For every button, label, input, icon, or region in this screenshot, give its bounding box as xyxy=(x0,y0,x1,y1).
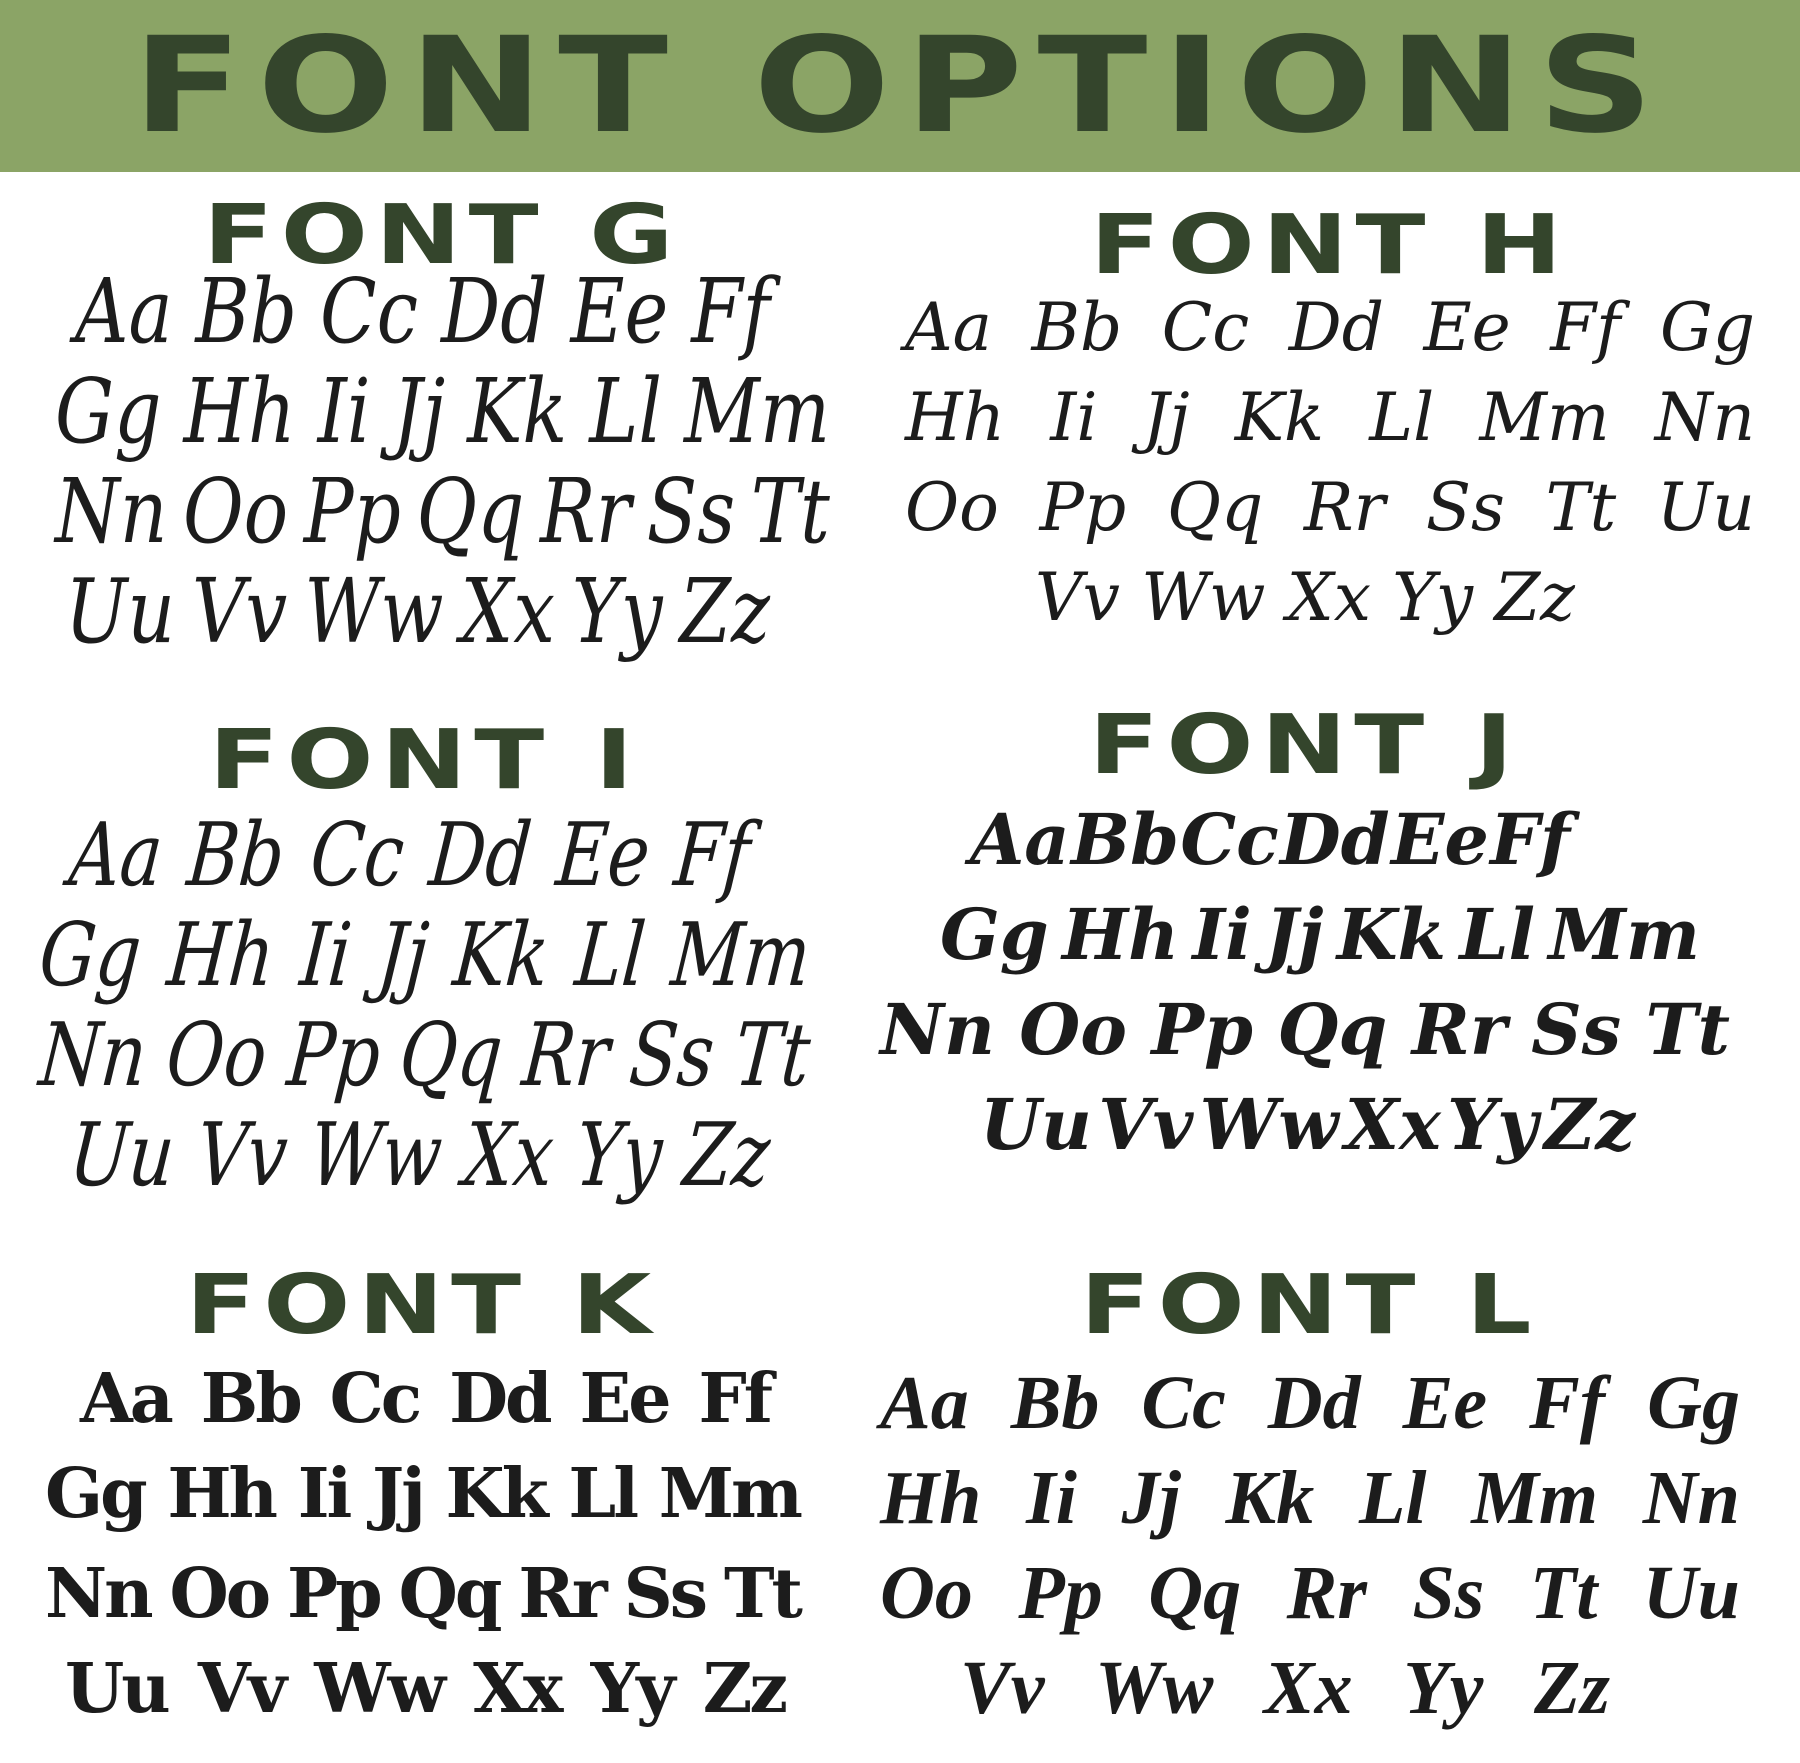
letter-pair-k: Kk xyxy=(467,360,568,464)
letter-pair-x: Xx xyxy=(473,1649,561,1729)
letter-pair-j: Jj xyxy=(1142,379,1190,456)
font-section-l xyxy=(880,1255,1740,1745)
font-section-j xyxy=(880,695,1730,1205)
letter-pair-n: Nn xyxy=(55,460,168,564)
glyph-row xyxy=(45,1454,800,1534)
glyph-row xyxy=(905,379,1755,456)
letter-pair-d: Dd xyxy=(449,1359,550,1439)
letter-pair-k: Kk xyxy=(450,903,554,1007)
letter-pair-m: Mm xyxy=(1471,1456,1598,1540)
letter-pair-p: Pp xyxy=(287,1554,380,1634)
letter-pair-y: Yy xyxy=(1447,1083,1538,1166)
glyph-row xyxy=(880,893,1730,976)
glyph-row xyxy=(45,1554,800,1634)
letter-pair-q: Qq xyxy=(398,1554,500,1634)
letter-pair-w: Ww xyxy=(1199,1083,1339,1166)
letter-pair-b: Bb xyxy=(200,1359,300,1439)
letter-pair-v: Vv xyxy=(197,1649,285,1729)
letter-pair-s: Ss xyxy=(646,460,736,564)
letter-pair-e: Ee xyxy=(1423,289,1511,366)
letter-pair-r: Rr xyxy=(1411,988,1507,1071)
font-section-k xyxy=(45,1255,800,1745)
letter-pair-l: Ll xyxy=(1459,893,1536,976)
letter-pair-g: Gg xyxy=(45,1454,145,1534)
letter-pair-l: Ll xyxy=(571,903,650,1007)
letter-pair-x: Xx xyxy=(1344,1083,1441,1166)
glyph-row xyxy=(35,903,815,1007)
letter-pair-h: Hh xyxy=(183,360,296,464)
letter-pair-u: Uu xyxy=(65,1103,179,1207)
letter-pair-c: Cc xyxy=(320,260,419,364)
letter-pair-e: Ee xyxy=(552,803,654,907)
section-title: FONT G xyxy=(203,188,682,283)
letter-pair-o: Oo xyxy=(880,1551,973,1635)
glyph-row xyxy=(880,1456,1740,1540)
letter-pair-w: Ww xyxy=(1095,1646,1214,1730)
letter-pair-i: Ii xyxy=(1050,379,1098,456)
letter-pair-w: Ww xyxy=(314,1649,444,1729)
glyph-row xyxy=(55,560,830,664)
letter-pair-y: Yy xyxy=(590,1649,673,1729)
letter-pair-d: Dd xyxy=(440,260,548,364)
letter-pair-t: Tt xyxy=(730,1003,815,1107)
letter-pair-n: Nn xyxy=(35,1003,151,1107)
letter-pair-m: Mm xyxy=(1548,893,1700,976)
letter-pair-j: Jj xyxy=(373,903,432,1007)
letter-pair-a: Aa xyxy=(65,803,167,907)
letter-pair-g: Gg xyxy=(1659,289,1755,366)
glyph-row xyxy=(905,559,1755,636)
letter-pair-f: Ff xyxy=(1529,1361,1606,1445)
letter-pair-u: Uu xyxy=(65,560,176,664)
letter-pair-f: Ff xyxy=(1490,798,1570,881)
letter-pair-r: Rr xyxy=(1286,1551,1367,1635)
letter-pair-v: Vv xyxy=(1098,1083,1194,1166)
letter-pair-m: Mm xyxy=(1479,379,1610,456)
letter-pair-w: Ww xyxy=(305,1103,446,1207)
letter-pair-e: Ee xyxy=(579,1359,669,1439)
banner-title: FONT OPTIONS xyxy=(132,9,1668,163)
letter-pair-u: Uu xyxy=(980,1083,1092,1166)
letter-pair-g: Gg xyxy=(55,360,162,464)
letter-pair-b: Bb xyxy=(195,260,298,364)
letter-pair-b: Bb xyxy=(1031,289,1123,366)
letter-pair-c: Cc xyxy=(1141,1361,1226,1445)
letter-pair-r: Rr xyxy=(1303,469,1386,546)
letter-pair-c: Cc xyxy=(306,803,408,907)
glyph-row xyxy=(40,1103,810,1207)
letter-pair-h: Hh xyxy=(163,903,279,1007)
letter-pair-f: Ff xyxy=(698,1359,770,1439)
glyph-row xyxy=(45,1649,800,1729)
letter-pair-k: Kk xyxy=(1234,379,1325,456)
letter-pair-z: Zz xyxy=(1494,559,1575,636)
letter-pair-u: Uu xyxy=(65,1649,168,1729)
letter-pair-l: Ll xyxy=(589,360,663,464)
letter-pair-s: Ss xyxy=(1412,1551,1485,1635)
letter-pair-r: Rr xyxy=(518,1554,605,1634)
letter-pair-y: Yy xyxy=(1403,1646,1484,1730)
letter-pair-z: Zz xyxy=(680,1103,775,1207)
section-title: FONT J xyxy=(1089,698,1521,793)
letter-pair-v: Vv xyxy=(192,1103,292,1207)
letter-pair-a: Aa xyxy=(75,260,173,364)
section-title: FONT L xyxy=(1080,1258,1540,1353)
letter-pair-p: Pp xyxy=(1018,1551,1103,1635)
letter-pair-b: Bb xyxy=(1070,798,1180,881)
glyph-row xyxy=(880,1083,1730,1166)
banner xyxy=(0,0,1800,172)
letter-pair-x: Xx xyxy=(1263,1646,1353,1730)
font-section-g xyxy=(55,185,830,685)
letter-pair-w: Ww xyxy=(1141,559,1266,636)
letter-pair-q: Qq xyxy=(396,1003,507,1107)
letter-pair-i: Ii xyxy=(1192,893,1252,976)
glyph-row xyxy=(55,260,830,364)
glyph-row xyxy=(880,798,1730,881)
letter-pair-h: Hh xyxy=(167,1454,275,1534)
letter-pair-l: Ll xyxy=(1369,379,1435,456)
letter-pair-n: Nn xyxy=(880,988,995,1071)
letter-pair-s: Ss xyxy=(1425,469,1505,546)
letter-pair-e: Ee xyxy=(1402,1361,1488,1445)
letter-pair-z: Zz xyxy=(702,1649,785,1729)
letter-pair-z: Zz xyxy=(679,560,770,664)
letter-pair-y: Yy xyxy=(1392,559,1474,636)
letter-pair-z: Zz xyxy=(1544,1083,1635,1166)
letter-pair-m: Mm xyxy=(684,360,830,464)
letter-pair-x: Xx xyxy=(1286,559,1371,636)
letter-pair-o: Oo xyxy=(905,469,999,546)
letter-pair-k: Kk xyxy=(445,1454,546,1534)
glyph-row xyxy=(40,803,810,907)
letter-pair-s: Ss xyxy=(626,1003,719,1107)
letter-pair-f: Ff xyxy=(691,260,770,364)
letter-pair-g: Gg xyxy=(1647,1361,1740,1445)
letter-pair-i: Ii xyxy=(1026,1456,1077,1540)
letter-pair-p: Pp xyxy=(1151,988,1253,1071)
glyph-row xyxy=(880,1551,1740,1635)
letter-pair-h: Hh xyxy=(1062,893,1180,976)
letter-pair-w: Ww xyxy=(304,560,444,664)
letter-pair-b: Bb xyxy=(1010,1361,1100,1445)
glyph-row xyxy=(35,1003,815,1107)
letter-pair-n: Nn xyxy=(1654,379,1755,456)
letter-pair-d: Dd xyxy=(425,803,535,907)
section-title: FONT I xyxy=(209,713,641,808)
letter-pair-u: Uu xyxy=(1656,469,1755,546)
letter-pair-x: Xx xyxy=(460,560,555,664)
section-title: FONT K xyxy=(186,1258,659,1353)
letter-pair-v: Vv xyxy=(191,560,288,664)
letter-pair-x: Xx xyxy=(459,1103,558,1207)
font-section-i xyxy=(35,710,815,1230)
letter-pair-i: Ii xyxy=(297,1454,350,1534)
glyph-row xyxy=(55,460,830,564)
letter-pair-j: Jj xyxy=(392,360,446,464)
letter-pair-a: Aa xyxy=(905,289,993,366)
letter-pair-b: Bb xyxy=(184,803,289,907)
letter-pair-i: Ii xyxy=(296,903,356,1007)
letter-pair-o: Oo xyxy=(162,1003,272,1107)
letter-pair-t: Tt xyxy=(750,460,830,564)
letter-pair-a: Aa xyxy=(970,798,1070,881)
letter-pair-u: Uu xyxy=(1642,1551,1740,1635)
letter-pair-z: Zz xyxy=(1533,1646,1610,1730)
letter-pair-t: Tt xyxy=(1529,1551,1598,1635)
letter-pair-s: Ss xyxy=(1531,988,1622,1071)
letter-pair-t: Tt xyxy=(1645,988,1730,1071)
glyph-row xyxy=(880,1646,1740,1730)
letter-pair-m: Mm xyxy=(658,1454,800,1534)
letter-pair-p: Pp xyxy=(303,460,401,564)
letter-pair-g: Gg xyxy=(940,893,1049,976)
letter-pair-l: Ll xyxy=(568,1454,637,1534)
letter-pair-n: Nn xyxy=(45,1554,151,1634)
letter-pair-j: Jj xyxy=(1264,893,1324,976)
letter-pair-p: Pp xyxy=(283,1003,384,1107)
letter-pair-h: Hh xyxy=(905,379,1006,456)
font-section-h xyxy=(905,195,1755,665)
letter-pair-r: Rr xyxy=(519,1003,614,1107)
letter-pair-e: Ee xyxy=(1390,798,1489,881)
letter-pair-f: Ff xyxy=(671,803,755,907)
letter-pair-c: Cc xyxy=(1161,289,1250,366)
glyph-row xyxy=(45,1359,800,1439)
glyph-row xyxy=(880,1361,1740,1445)
letter-pair-q: Qq xyxy=(1166,469,1264,546)
letter-pair-t: Tt xyxy=(723,1554,800,1634)
glyph-row xyxy=(905,289,1755,366)
letter-pair-q: Qq xyxy=(1148,1551,1242,1635)
letter-pair-o: Oo xyxy=(1019,988,1127,1071)
letter-pair-y: Yy xyxy=(571,1103,667,1207)
letter-pair-d: Dd xyxy=(1267,1361,1361,1445)
glyph-row xyxy=(905,469,1755,546)
letter-pair-v: Vv xyxy=(960,1646,1045,1730)
letter-pair-v: Vv xyxy=(1035,559,1120,636)
letter-pair-c: Cc xyxy=(329,1359,420,1439)
glyph-row xyxy=(880,988,1730,1071)
letter-pair-s: Ss xyxy=(623,1554,706,1634)
letter-pair-g: Gg xyxy=(35,903,146,1007)
letter-pair-k: Kk xyxy=(1336,893,1447,976)
letter-pair-m: Mm xyxy=(667,903,815,1007)
letter-pair-y: Yy xyxy=(571,560,663,664)
letter-pair-a: Aa xyxy=(80,1359,171,1439)
letter-pair-o: Oo xyxy=(182,460,289,564)
letter-pair-e: Ee xyxy=(570,260,669,364)
letter-pair-a: Aa xyxy=(880,1361,969,1445)
letter-pair-n: Nn xyxy=(1642,1456,1740,1540)
letter-pair-k: Kk xyxy=(1225,1456,1315,1540)
letter-pair-c: Cc xyxy=(1180,798,1279,881)
letter-pair-o: Oo xyxy=(169,1554,269,1634)
glyph-row xyxy=(55,360,830,464)
letter-pair-t: Tt xyxy=(1545,469,1617,546)
letter-pair-p: Pp xyxy=(1039,469,1127,546)
letter-pair-q: Qq xyxy=(1277,988,1388,1071)
letter-pair-q: Qq xyxy=(416,460,525,564)
letter-pair-h: Hh xyxy=(880,1456,982,1540)
letter-pair-d: Dd xyxy=(1288,289,1384,366)
section-title: FONT H xyxy=(1090,198,1570,293)
letter-pair-f: Ff xyxy=(1550,289,1621,366)
letter-pair-l: Ll xyxy=(1358,1456,1427,1540)
letter-pair-i: Ii xyxy=(317,360,371,464)
letter-pair-j: Jj xyxy=(1121,1456,1181,1540)
letter-pair-r: Rr xyxy=(539,460,632,564)
letter-pair-j: Jj xyxy=(372,1454,423,1534)
letter-pair-d: Dd xyxy=(1280,798,1390,881)
